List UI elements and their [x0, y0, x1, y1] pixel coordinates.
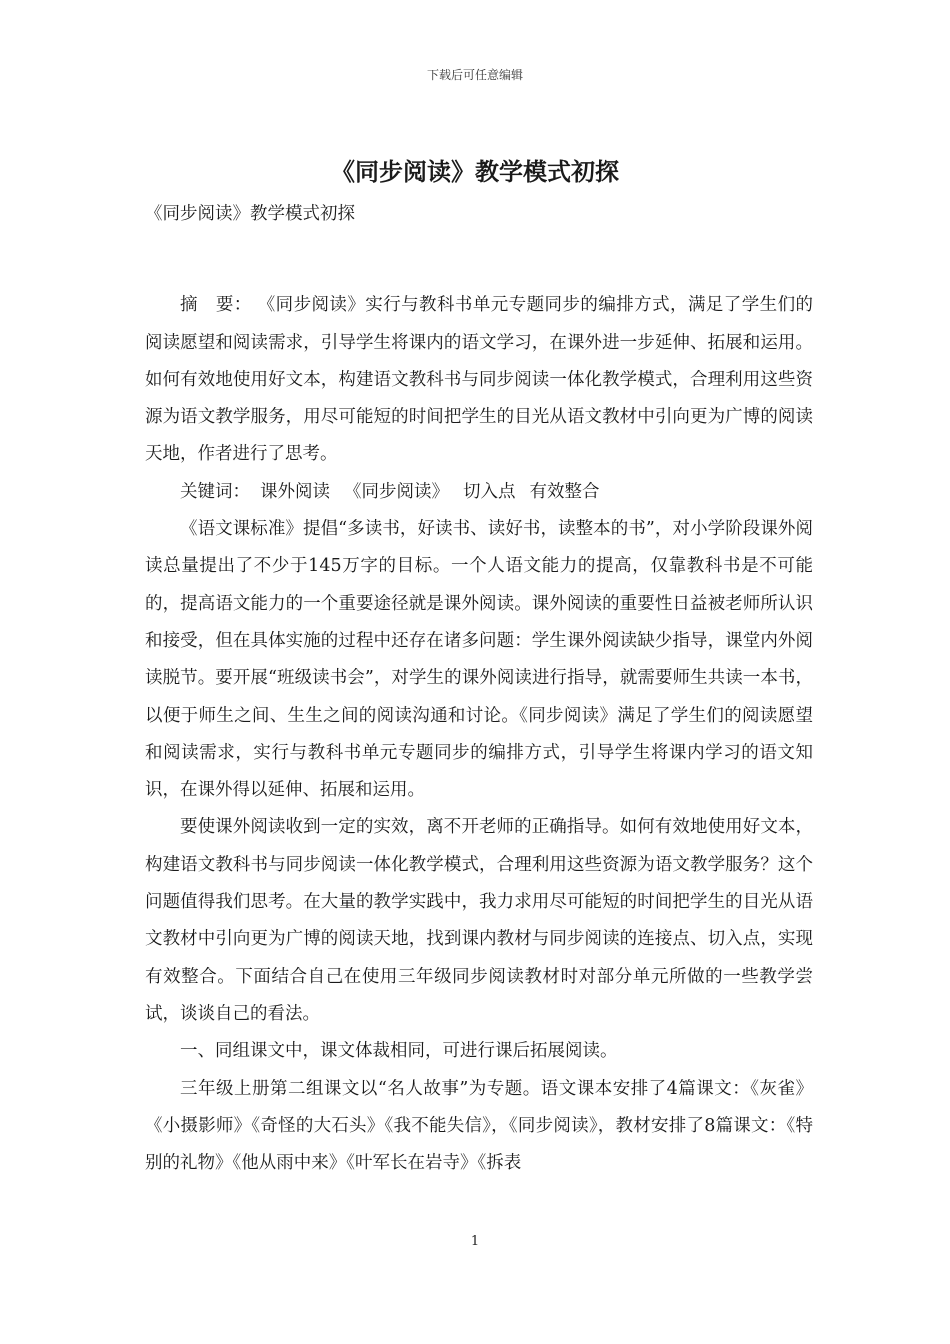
section-heading: 一、同组课文中，课文体裁相同，可进行课后拓展阅读。	[180, 1041, 618, 1062]
body-paragraph: 要使课外阅读收到一定的实效，离不开老师的正确指导。如何有效地使用好文本，构建语文教科书与同步阅读一体化教学模式，合理利用这些资源为语文教学服务？这个问题值得我们思考。在大量的教学实践中，我力求用尽可能短的时间把学生的目光从语文教材中引向更为广博的阅读天地，找到课内教材与同步阅读的连接点、切入点，实现有效整合。下面结合自己在使用三年级同步阅读教材时对部分单元所做的一些教学尝试，谈谈自己的看法。	[145, 817, 813, 1024]
abstract-paragraph	[145, 287, 813, 473]
document-subtitle: 《同步阅读》教学模式初探	[145, 204, 355, 224]
body-paragraph: 《语文课标准》提倡“多读书，好读书、读好书，读整本的书”，对小学阶段课外阅读总量提出了不少于145万字的目标。一个人语文能力的提高，仅靠教科书是不可能的，提高语文能力的一个重要途径就是课外阅读。课外阅读的重要性日益被老师所认识和接受，但在具体实施的过程中还存在诸多问题：学生课外阅读缺少指导，课堂内外阅读脱节。要开展“班级读书会”，对学生的课外阅读进行指导，就需要师生共读一本书，以便于师生之间、生生之间的阅读沟通和讨论。《同步阅读》满足了学生们的阅读愿望和阅读需求，实行与教科书单元专题同步的编排方式，引导学生将课内学习的语文知识，在课外得以延伸、拓展和运用。	[145, 519, 813, 801]
page-number: 1	[470, 1234, 480, 1249]
keyword-item: 有效整合	[529, 481, 600, 502]
document-title: 《同步阅读》教学模式初探	[331, 157, 619, 186]
abstract-text: 《同步阅读》实行与教科书单元专题同步的编排方式，满足了学生们的阅读愿望和阅读需求，引导学生将课内的语文学习，在课外进一步延伸、拓展和运用。如何有效地使用好文本，构建语文教科书与同步阅读一体化教学模式，合理利用这些资源为语文教学服务，用尽可能短的时间把学生的目光从语文教材中引向更为广博的阅读天地，作者进行了思考。	[145, 295, 814, 465]
abstract-label: 摘 要：	[180, 295, 252, 316]
keywords-line	[145, 474, 813, 511]
document-body	[145, 196, 813, 1182]
keyword-item: 《同步阅读》	[344, 481, 449, 502]
header-note: 下载后可任意编辑	[426, 68, 523, 82]
keyword-item: 课外阅读	[260, 481, 330, 502]
keywords-label: 关键词：	[180, 481, 250, 502]
body-paragraph: 三年级上册第二组课文以“名人故事”为专题。语文课本安排了4篇课文：《灰雀》《小摄影师》《奇怪的大石头》《我不能失信》，《同步阅读》，教材安排了8篇课文：《特别的礼物》《他从雨中来》《叶军长在岩寺》《拆表	[145, 1078, 813, 1174]
keyword-item: 切入点	[463, 481, 516, 502]
